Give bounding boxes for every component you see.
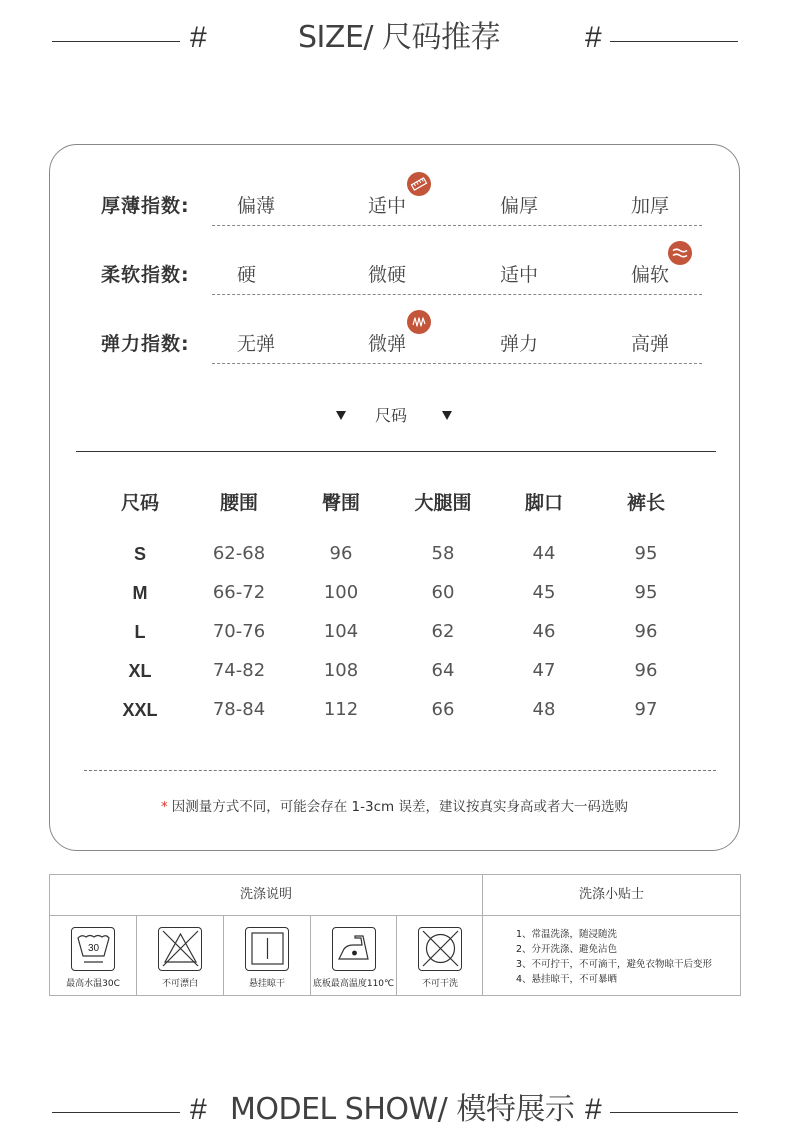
column-header: 脚口 — [524, 492, 564, 514]
section-title: MODEL SHOW/ 模特展示 — [230, 1092, 575, 1127]
washing-table — [49, 874, 741, 996]
waist-cell: 78-84 — [212, 699, 266, 720]
care-icons — [50, 916, 482, 995]
divider-line — [76, 451, 716, 452]
index-option: 偏薄 — [237, 195, 276, 217]
thigh-cell: 62 — [431, 621, 455, 642]
hem-cell: 47 — [532, 660, 556, 681]
hem-cell: 46 — [532, 621, 556, 642]
size-card — [49, 144, 740, 851]
measurement-note — [50, 795, 739, 815]
size-subheader — [50, 403, 739, 433]
length-cell: 95 — [634, 582, 658, 603]
divider-line — [52, 1112, 180, 1113]
hip-cell: 96 — [329, 543, 353, 564]
index-option: 无弹 — [237, 333, 276, 355]
ruler-icon — [407, 172, 431, 196]
wash-30-icon — [71, 927, 115, 971]
hem-cell: 45 — [532, 582, 556, 603]
waist-cell: 66-72 — [212, 582, 266, 603]
waist-cell: 74-82 — [212, 660, 266, 681]
tip-item: 4、悬挂晾干，不可暴晒 — [516, 974, 618, 985]
no-bleach-icon — [158, 927, 202, 971]
divider-line — [610, 41, 738, 42]
divider-line — [610, 1112, 738, 1113]
asterisk-mark: * — [161, 799, 168, 815]
index-option: 弹力 — [500, 333, 539, 355]
size-section-header — [0, 18, 790, 58]
index-label: 厚薄指数: — [101, 195, 190, 217]
triangle-down-icon — [336, 411, 346, 420]
index-option: 加厚 — [631, 195, 670, 217]
wash-temp-label: 30 — [87, 943, 99, 954]
hip-cell: 112 — [323, 699, 359, 720]
size-cell: M — [132, 583, 148, 603]
hip-cell: 100 — [323, 582, 359, 603]
hip-cell: 108 — [323, 660, 359, 681]
table-header-row — [90, 485, 710, 525]
table-row — [90, 695, 710, 725]
size-cell: XXL — [122, 700, 158, 720]
divider-line — [52, 41, 180, 42]
care-item — [137, 916, 224, 995]
hem-cell: 44 — [532, 543, 556, 564]
softness-index-row — [50, 259, 739, 299]
care-item — [50, 916, 137, 995]
index-options — [212, 190, 702, 226]
size-cell: S — [133, 544, 147, 564]
table-row — [90, 539, 710, 569]
table-row — [90, 578, 710, 608]
index-option: 适中 — [500, 264, 539, 286]
index-label: 柔软指数: — [101, 264, 190, 286]
size-subheader-label: 尺码 — [375, 406, 408, 425]
care-caption: 底板最高温度110℃ — [312, 979, 395, 989]
no-dryclean-icon — [418, 927, 462, 971]
thigh-cell: 66 — [431, 699, 455, 720]
waist-cell: 70-76 — [212, 621, 266, 642]
tips-title: 洗涤小贴士 — [483, 875, 740, 916]
size-cell: XL — [128, 661, 152, 681]
hash-mark: # — [190, 21, 207, 54]
hem-cell: 48 — [532, 699, 556, 720]
index-option-selected: 微弹 — [368, 333, 407, 355]
index-option: 硬 — [237, 264, 257, 286]
column-header: 尺码 — [120, 492, 160, 514]
table-row — [90, 617, 710, 647]
tips-list — [483, 916, 740, 987]
length-cell: 97 — [634, 699, 658, 720]
column-header: 臀围 — [321, 492, 361, 514]
waist-cell: 62-68 — [212, 543, 266, 564]
care-caption: 最高水温30C — [66, 979, 120, 989]
size-cell: L — [134, 622, 146, 642]
tip-item: 1、常温洗涤，随浸随洗 — [516, 929, 618, 940]
dashed-divider — [84, 770, 716, 771]
elasticity-index-row — [50, 328, 739, 368]
hip-cell: 104 — [323, 621, 359, 642]
thigh-cell: 60 — [431, 582, 455, 603]
care-caption: 不可干洗 — [421, 979, 458, 989]
hash-mark: # — [585, 1093, 602, 1126]
index-option: 偏厚 — [500, 195, 539, 217]
spring-icon — [407, 310, 431, 334]
triangle-down-icon — [442, 411, 452, 420]
column-header: 大腿围 — [414, 492, 472, 514]
column-header: 腰围 — [219, 492, 259, 514]
wave-icon — [668, 241, 692, 265]
washing-tips — [483, 875, 740, 995]
care-item — [397, 916, 483, 995]
index-option: 高弹 — [631, 333, 670, 355]
length-cell: 96 — [634, 621, 658, 642]
index-option-selected: 偏软 — [631, 264, 670, 286]
hash-mark: # — [190, 1093, 207, 1126]
hash-mark: # — [585, 21, 602, 54]
table-row — [90, 656, 710, 686]
index-option: 微硬 — [368, 264, 407, 286]
washing-instructions — [50, 875, 483, 995]
section-title: SIZE/ 尺码推荐 — [298, 20, 501, 55]
thigh-cell: 64 — [431, 660, 455, 681]
care-item — [311, 916, 397, 995]
column-header: 裤长 — [626, 492, 666, 514]
hang-dry-icon — [245, 927, 289, 971]
care-caption: 悬挂晾干 — [248, 979, 285, 989]
care-item — [224, 916, 311, 995]
note-text: 因测量方式不同，可能会存在 1-3cm 误差，建议按真实身高或者大一码选购 — [171, 799, 628, 815]
thickness-index-row — [50, 190, 739, 230]
thigh-cell: 58 — [431, 543, 455, 564]
tip-item: 2、分开洗涤、避免沾色 — [516, 944, 618, 955]
length-cell: 96 — [634, 660, 658, 681]
index-options — [212, 259, 702, 295]
size-table — [90, 485, 710, 734]
model-show-header — [0, 1090, 790, 1130]
iron-icon — [332, 927, 376, 971]
index-option-selected: 适中 — [368, 195, 407, 217]
washing-title: 洗涤说明 — [50, 875, 482, 916]
tip-item: 3、不可拧干，不可滴干，避免衣物晾干后变形 — [516, 959, 713, 970]
care-caption: 不可漂白 — [161, 979, 198, 989]
index-options — [212, 328, 702, 364]
index-label: 弹力指数: — [101, 333, 190, 355]
length-cell: 95 — [634, 543, 658, 564]
